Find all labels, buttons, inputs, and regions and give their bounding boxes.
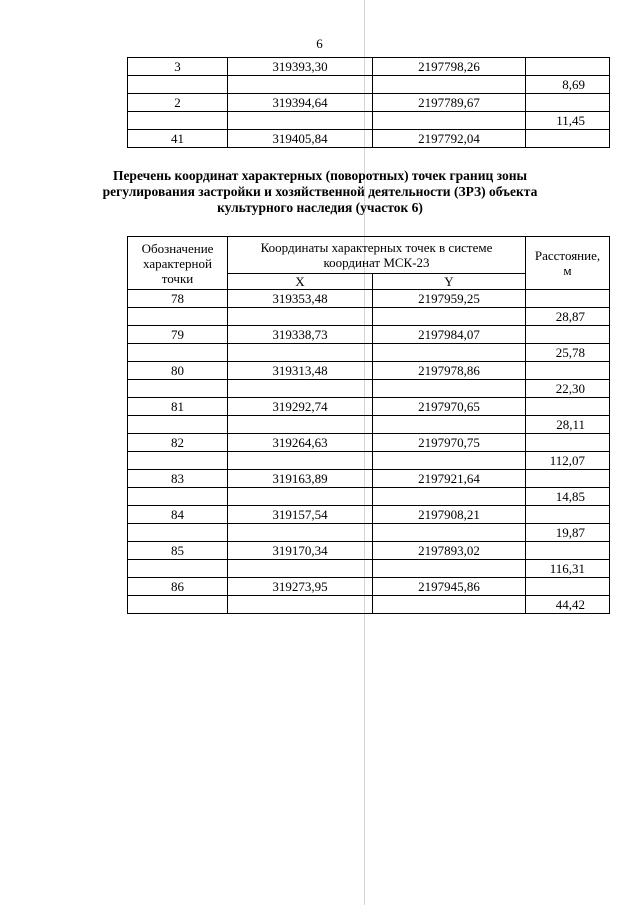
distance-cell: 112,07 <box>526 452 610 470</box>
point-cell: 80 <box>128 362 228 380</box>
table-row <box>128 560 610 578</box>
point-cell <box>128 488 228 506</box>
x-cell <box>228 452 373 470</box>
point-cell <box>128 308 228 326</box>
coordinates-table-continued <box>127 57 610 148</box>
y-cell: 2197978,86 <box>373 362 526 380</box>
table-row <box>128 94 610 112</box>
y-cell <box>373 76 526 94</box>
x-cell: 319394,64 <box>228 94 373 112</box>
x-cell <box>228 596 373 614</box>
y-cell: 2197921,64 <box>373 470 526 488</box>
y-cell <box>373 416 526 434</box>
x-cell <box>228 560 373 578</box>
distance-cell: 116,31 <box>526 560 610 578</box>
x-cell <box>228 112 373 130</box>
distance-cell: 25,78 <box>526 344 610 362</box>
distance-cell <box>526 506 610 524</box>
y-cell <box>373 452 526 470</box>
point-cell <box>128 596 228 614</box>
table-row <box>128 506 610 524</box>
table-row <box>128 58 610 76</box>
section-title-line-1: Перечень координат характерных (поворотных) точек границ зоны <box>112 168 528 183</box>
table-row <box>128 398 610 416</box>
x-cell <box>228 416 373 434</box>
point-cell: 85 <box>128 542 228 560</box>
y-cell: 2197789,67 <box>373 94 526 112</box>
distance-cell <box>526 326 610 344</box>
distance-cell <box>526 130 610 148</box>
y-cell: 2197908,21 <box>373 506 526 524</box>
y-cell: 2197945,86 <box>373 578 526 596</box>
distance-cell: 14,85 <box>526 488 610 506</box>
point-cell: 78 <box>128 290 228 308</box>
x-cell: 319273,95 <box>228 578 373 596</box>
x-cell: 319353,48 <box>228 290 373 308</box>
table-row <box>128 344 610 362</box>
x-cell: 319338,73 <box>228 326 373 344</box>
table-row <box>128 416 610 434</box>
table-row <box>128 76 610 94</box>
y-cell: 2197893,02 <box>373 542 526 560</box>
distance-cell <box>526 290 610 308</box>
table-row <box>128 524 610 542</box>
x-cell: 319157,54 <box>228 506 373 524</box>
table-row <box>128 488 610 506</box>
y-cell: 2197970,75 <box>373 434 526 452</box>
header-coordinates: Координаты характерных точек в системе координат МСК-23 <box>228 237 526 274</box>
distance-cell <box>526 470 610 488</box>
point-cell <box>128 344 228 362</box>
x-cell: 319264,63 <box>228 434 373 452</box>
table-row <box>128 112 610 130</box>
y-cell: 2197959,25 <box>373 290 526 308</box>
table-row <box>128 130 610 148</box>
header-point-designation: Обозначение характерной точки <box>128 237 228 290</box>
distance-cell: 22,30 <box>526 380 610 398</box>
table-row <box>128 434 610 452</box>
header-x: X <box>228 274 373 290</box>
point-cell <box>128 452 228 470</box>
point-cell <box>128 416 228 434</box>
point-cell <box>128 380 228 398</box>
x-cell: 319393,30 <box>228 58 373 76</box>
y-cell <box>373 596 526 614</box>
point-cell <box>128 76 228 94</box>
y-cell: 2197792,04 <box>373 130 526 148</box>
y-cell <box>373 112 526 130</box>
distance-cell: 28,11 <box>526 416 610 434</box>
point-cell: 86 <box>128 578 228 596</box>
point-cell: 81 <box>128 398 228 416</box>
table-row <box>128 578 610 596</box>
y-cell <box>373 344 526 362</box>
x-cell: 319405,84 <box>228 130 373 148</box>
x-cell <box>228 380 373 398</box>
point-cell: 79 <box>128 326 228 344</box>
distance-cell <box>526 434 610 452</box>
y-cell <box>373 560 526 578</box>
table-row <box>128 380 610 398</box>
table-row <box>128 326 610 344</box>
distance-cell <box>526 362 610 380</box>
page-number: 6 <box>316 36 323 51</box>
table-row <box>128 542 610 560</box>
point-cell: 3 <box>128 58 228 76</box>
distance-cell: 19,87 <box>526 524 610 542</box>
distance-cell <box>526 398 610 416</box>
distance-cell: 8,69 <box>526 76 610 94</box>
y-cell: 2197798,26 <box>373 58 526 76</box>
y-cell: 2197984,07 <box>373 326 526 344</box>
point-cell <box>128 524 228 542</box>
x-cell: 319170,34 <box>228 542 373 560</box>
x-cell <box>228 76 373 94</box>
table-row <box>128 362 610 380</box>
point-cell: 84 <box>128 506 228 524</box>
x-cell <box>228 524 373 542</box>
point-cell <box>128 560 228 578</box>
distance-cell: 11,45 <box>526 112 610 130</box>
x-cell: 319313,48 <box>228 362 373 380</box>
y-cell: 2197970,65 <box>373 398 526 416</box>
table-row <box>128 596 610 614</box>
point-cell <box>128 112 228 130</box>
distance-cell <box>526 542 610 560</box>
coordinates-table-continued-body <box>128 58 610 148</box>
x-cell <box>228 488 373 506</box>
table-row <box>128 290 610 308</box>
distance-cell <box>526 94 610 112</box>
section-title-line-2: регулирования застройки и хозяйственной деятельности (ЗРЗ) объекта <box>102 184 538 199</box>
section-title-line-3: культурного наследия (участок 6) <box>217 200 423 215</box>
point-cell: 41 <box>128 130 228 148</box>
x-cell: 319163,89 <box>228 470 373 488</box>
point-cell: 2 <box>128 94 228 112</box>
coordinates-table-body <box>128 290 610 614</box>
x-cell: 319292,74 <box>228 398 373 416</box>
header-distance: Расстояние, м <box>526 237 610 290</box>
header-y: Y <box>373 274 526 290</box>
y-cell <box>373 380 526 398</box>
table-row <box>128 308 610 326</box>
point-cell: 82 <box>128 434 228 452</box>
y-cell <box>373 308 526 326</box>
y-cell <box>373 524 526 542</box>
distance-cell: 44,42 <box>526 596 610 614</box>
distance-cell <box>526 58 610 76</box>
point-cell: 83 <box>128 470 228 488</box>
distance-cell <box>526 578 610 596</box>
coordinates-table <box>127 236 610 614</box>
x-cell <box>228 344 373 362</box>
section-title <box>100 168 540 216</box>
distance-cell: 28,87 <box>526 308 610 326</box>
y-cell <box>373 488 526 506</box>
x-cell <box>228 308 373 326</box>
table-row <box>128 470 610 488</box>
table-row <box>128 452 610 470</box>
